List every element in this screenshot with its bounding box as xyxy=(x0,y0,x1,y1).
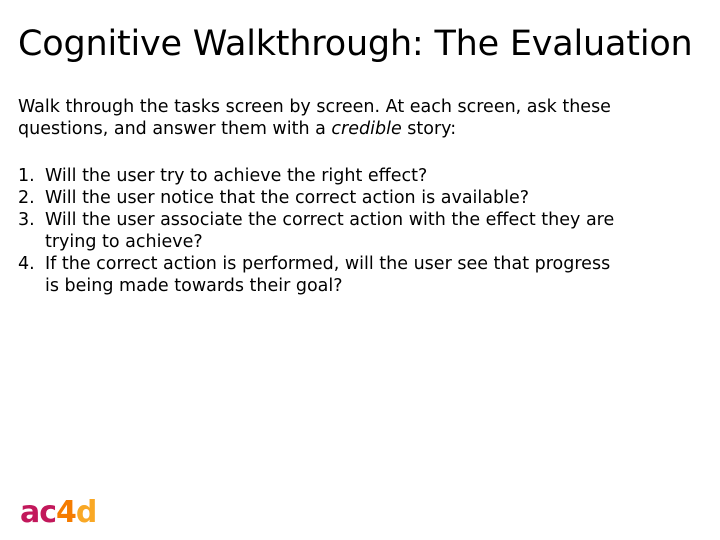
logo-part-ac: ac xyxy=(20,495,57,530)
question-item xyxy=(18,187,618,209)
ac4d-logo xyxy=(20,494,96,528)
intro-text-before: Walk through the tasks screen by screen. At each screen, ask these questions, and answer them with a xyxy=(18,97,611,139)
question-number: 4. xyxy=(18,254,35,274)
question-number: 1. xyxy=(18,166,35,186)
question-item xyxy=(18,165,618,187)
intro-text-after: story: xyxy=(401,119,457,139)
logo-part-4: 4 xyxy=(56,495,76,530)
question-number: 2. xyxy=(18,188,35,208)
question-text: Will the user try to achieve the right effect? xyxy=(45,166,428,186)
intro-emphasis: credible xyxy=(331,119,402,139)
question-text: Will the user notice that the correct action is available? xyxy=(45,188,530,208)
questions-list xyxy=(18,165,618,297)
slide-title: Cognitive Walkthrough: The Evaluation xyxy=(18,24,693,64)
logo-part-d: d xyxy=(75,495,97,530)
question-number: 3. xyxy=(18,210,35,230)
intro-paragraph xyxy=(18,96,618,140)
question-text: If the correct action is performed, will the user see that progress is being made towards their goal? xyxy=(45,254,611,296)
question-item xyxy=(18,253,618,297)
question-text: Will the user associate the correct action with the effect they are trying to achieve? xyxy=(45,210,615,252)
question-item xyxy=(18,209,618,253)
